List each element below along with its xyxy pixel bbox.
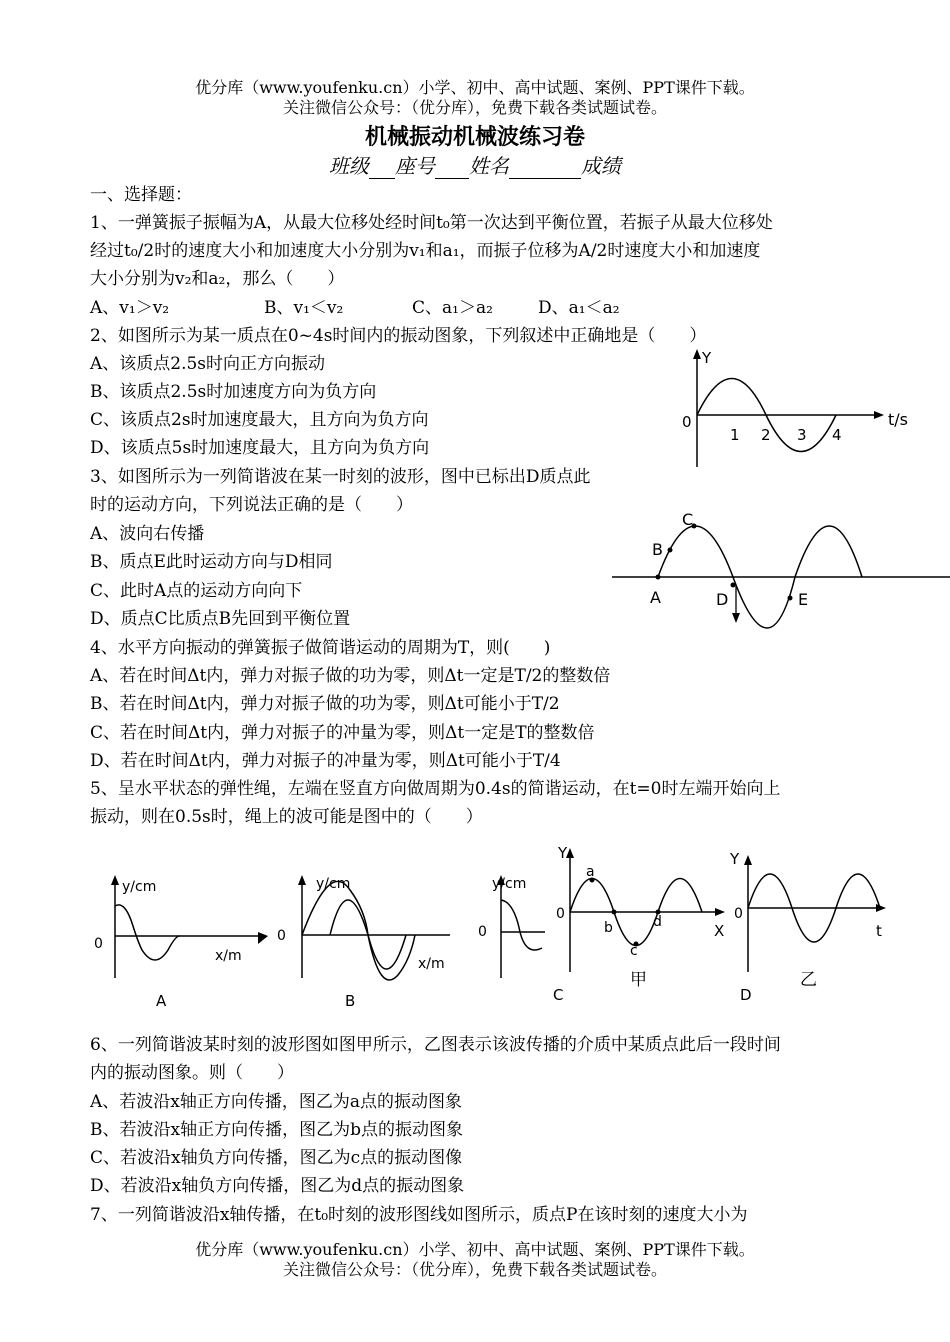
subtitle (0, 150, 950, 179)
svg-text:0: 0 (94, 936, 103, 952)
q4-option-c: C、若在时间Δt内，弹力对振子的冲量为零，则Δt一定是T的整数倍 (90, 723, 595, 743)
q6-option-c: C、若波沿x轴负方向传播，图乙为c点的振动图像 (90, 1148, 463, 1168)
section-heading: 一、选择题： (90, 185, 192, 205)
q2-option-d: D、该质点5s时加速度最大，且方向为负方向 (90, 438, 430, 458)
q5-figure-jia (556, 844, 725, 990)
q5-figure-c (478, 875, 563, 1004)
q1-line-1: 1、一弹簧振子振幅为A，从最大位移处经时间t₀第一次达到平衡位置，若振子从最大位移处 (90, 213, 773, 233)
q5-figure-yi (729, 850, 886, 1004)
q4-option-a: A、若在时间Δt内，弹力对振子做的功为零，则Δt一定是T/2的整数倍 (90, 666, 611, 686)
svg-text:c: c (630, 943, 638, 959)
svg-text:Y: Y (730, 850, 740, 868)
q3-point-b (668, 548, 673, 553)
name-label: 姓名 (469, 154, 509, 178)
q3-line-1: 3、如图所示为一列简谐波在某一时刻的波形，图中已标出D质点此 (90, 467, 591, 487)
q6-line-2: 内的振动图象。则（ ） (90, 1063, 294, 1083)
svg-text:0: 0 (277, 928, 286, 944)
svg-text:乙: 乙 (800, 970, 817, 990)
q2-tick-3: 3 (797, 426, 807, 444)
q2-tick-1: 1 (730, 426, 740, 444)
q5-wave-figures (80, 840, 910, 1015)
q3-option-b: B、质点E此时运动方向与D相同 (90, 552, 333, 572)
svg-text:x/m: x/m (418, 956, 445, 972)
svg-text:D: D (740, 986, 752, 1004)
svg-text:0: 0 (556, 906, 565, 922)
name-blank[interactable] (509, 158, 581, 179)
q3-line-2: 时的运动方向，下列说法正确的是（ ） (90, 495, 413, 515)
q3-option-c: C、此时A点的运动方向向下 (90, 581, 303, 601)
svg-text:B: B (345, 992, 356, 1010)
svg-text:x/m: x/m (215, 948, 242, 964)
svg-text:A: A (156, 992, 167, 1010)
q5-line-2: 振动，则在0.5s时，绳上的波可能是图中的（ ） (90, 807, 483, 827)
q2-origin-label: 0 (682, 413, 692, 431)
q3-option-a: A、波向右传播 (90, 524, 205, 544)
svg-text:Y: Y (558, 844, 568, 862)
q2-y-label: Y (702, 349, 712, 367)
svg-text:X: X (714, 922, 725, 940)
svg-text:y/cm: y/cm (492, 876, 527, 892)
q3-point-d (731, 583, 736, 588)
svg-text:d: d (653, 914, 662, 930)
class-blank[interactable] (369, 158, 395, 179)
svg-text:y/cm: y/cm (316, 876, 351, 892)
q3-point-a (656, 575, 661, 580)
q4-option-d: D、若在时间Δt内，弹力对振子的冲量为零，则Δt可能小于T/4 (90, 751, 561, 771)
q1-line-3: 大小分别为v₂和a₂，那么（ ） (90, 269, 345, 289)
header-line-2: 关注微信公众号：（优分库），免费下载各类试题试卷。 (282, 98, 667, 117)
class-label: 班级 (329, 154, 369, 178)
q1-line-2: 经过t₀/2时的速度大小和加速度大小分别为v₁和a₁，而振子位移为A/2时速度大小和加速度 (90, 241, 761, 261)
svg-text:C: C (553, 986, 564, 1004)
q5-line-1: 5、呈水平状态的弹性绳，左端在竖直方向做周期为0.4s的简谐运动，在t=0时左端开始向上 (90, 779, 781, 799)
q6-line-1: 6、一列简谐波某时刻的波形图如图甲所示，乙图表示该波传播的介质中某质点此后一段时间 (90, 1035, 781, 1055)
q1-option-a: A、v₁＞v₂ (90, 298, 170, 318)
q6-option-b: B、若波沿x轴正方向传播，图乙为b点的振动图象 (90, 1120, 463, 1140)
q1-option-d: D、a₁＜a₂ (538, 298, 620, 318)
q3-point-e (788, 596, 793, 601)
q3-wave-graph (610, 505, 950, 635)
seat-blank[interactable] (435, 158, 469, 179)
q2-tick-4: 4 (832, 426, 842, 444)
q6-option-d: D、若波沿x轴负方向传播，图乙为d点的振动图象 (90, 1176, 465, 1196)
q2-option-c: C、该质点2s时加速度最大，且方向为负方向 (90, 410, 429, 430)
q3-label-b: B (652, 540, 663, 559)
svg-text:y/cm: y/cm (122, 879, 157, 895)
q1-option-b: B、v₁＜v₂ (264, 298, 344, 318)
q2-stem: 2、如图所示为某一质点在0~4s时间内的振动图象，下列叙述中正确地是（ ） (90, 326, 707, 346)
svg-text:甲: 甲 (630, 970, 647, 990)
q2-tick-2: 2 (761, 426, 771, 444)
header-line-1: 优分库（www.youfenku.cn）小学、初中、高中试题、案例、PPT课件下载。 (195, 78, 755, 97)
q3-label-e: E (798, 590, 809, 609)
seat-label: 座号 (395, 154, 435, 178)
q4-option-b: B、若在时间Δt内，弹力对振子做的功为零，则Δt可能小于T/2 (90, 694, 560, 714)
page-title: 机械振动机械波练习卷 (364, 124, 585, 150)
q6-option-a: A、若波沿x轴正方向传播，图乙为a点的振动图象 (90, 1092, 462, 1112)
svg-text:t: t (876, 922, 882, 940)
q2-t-arrow (874, 411, 884, 419)
q2-option-a: A、该质点2.5s时向正方向振动 (90, 354, 326, 374)
q5-figure-b (277, 875, 450, 1010)
svg-text:0: 0 (734, 906, 743, 922)
q2-option-b: B、该质点2.5s时加速度方向为负方向 (90, 382, 377, 402)
svg-text:0: 0 (478, 924, 487, 940)
q3-label-c: C (682, 510, 694, 529)
q1-option-c: C、a₁＞a₂ (412, 298, 493, 318)
svg-text:b: b (604, 920, 613, 936)
q4-stem: 4、水平方向振动的弹簧振子做简谐运动的周期为T，则( ) (90, 638, 551, 658)
q2-t-label: t/s (888, 410, 908, 429)
q3-d-arrowhead (732, 613, 740, 623)
q3-label-a: A (650, 588, 661, 607)
q3-label-d: D (716, 590, 729, 609)
q7-line-1: 7、一列简谐波沿x轴传播，在t₀时刻的波形图线如图所示，质点P在该时刻的速度大小为 (90, 1205, 748, 1225)
q5-figure-a (94, 875, 268, 1010)
q2-y-arrow (693, 349, 701, 359)
footer-line-2: 关注微信公众号：（优分库），免费下载各类试题试卷。 (282, 1260, 667, 1279)
svg-text:a: a (586, 864, 595, 880)
q2-vibration-graph (670, 345, 920, 475)
footer-line-1: 优分库（www.youfenku.cn）小学、初中、高中试题、案例、PPT课件下载。 (195, 1240, 755, 1259)
score-label: 成绩 (581, 154, 621, 178)
q3-option-d: D、质点C比质点B先回到平衡位置 (90, 609, 351, 629)
